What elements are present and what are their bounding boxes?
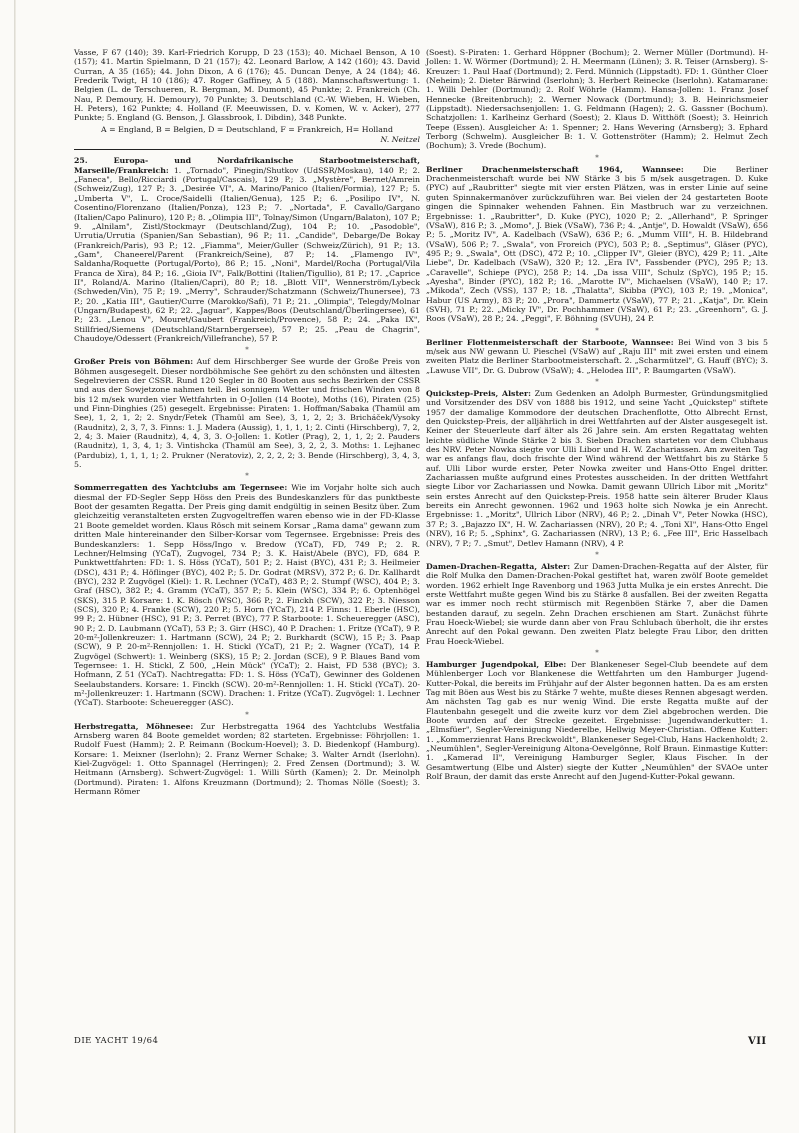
country-legend: A = England, B = Belgien, D = Deutschland, F = Frankreich, H= Holland (101, 124, 393, 134)
article-separator: * (595, 648, 599, 657)
left-column (74, 48, 420, 798)
article-body: Zur Herbstregatta 1964 des Yachtclubs Westfalia Arnsberg waren 84 Boote gemeldet worden; 82 starteten. Ergebnisse: Föhrjollen: 1. Rudolf Fuest (Hamm); 2. P. Reimann (Bockum-Hoevel); 3. D. Biedenkopf (Hamburg). Korsare: 1. Meixner (Iserlohn); 2. Franz Werner Schake; 3. Walter Arndt (Iserlohn). Kiel-Zugvögel: 1. Otto Spannagel (Herringen); 2. Fred Zensen (Dortmund); 3. W. Heitmann (Arnsberg). Schwert-Zugvögel: 1. Willi Sürth (Kamen); 2. Dr. Meinolph (Dortmund). Piraten: 1. Alfons Kreuzmann (Dortmund); 2. Thomas Nölle (Soest); 3. Hermann Römer (74, 721, 420, 797)
article-quickstep (426, 389, 768, 548)
article-heading: Herbstregatta, Möhnesee: (74, 721, 194, 731)
article-separator: * (595, 378, 599, 386)
article-heading: Berliner Drachenmeisterschaft 1964, Wannsee: (426, 164, 684, 174)
article-separator: * (595, 550, 599, 559)
author-signature: N. Neitzel (380, 135, 420, 145)
article-body: Zum Gedenken an Adolph Burmester, Gründungsmitglied und Vorsitzender des DSV von 1888 bis 1912, und seine Yacht „Quickstep" stiftete 1957 der damalige Kommodore der deutschen Drachenflotte, Otto Albrecht Ernst, den Quickstep-Preis, der alljährlich in drei Wettfahrten auf der Alster ausgesegelt ist. Keiner der Steuerleute darf älter als 26 Jahre sein. Am ersten Regattatag wehten leichte südliche Winde Stärke 2 bis 3. Sieben Drachen starteten vor dem Clubhaus des NRV. Peter Nowka siegte vor Ulli Libor und H. W. Zachariassen. Am zweiten Tag war es anfangs flau, doch frischte der Wind während der Wettfahrt bis zu Stärke 5 auf. Ulli Libor wurde erster, Peter Nowka zweiter und Hans-Otto Engel dritter. Zachariassen mußte aufgrund eines Protestes ausscheiden. In der dritten Wettfahrt siegte Libor vor Zachariassen und Nowka. Damit gewann Ullrich Libor mit „Moritz" sein erstes Anrecht auf den Quickstep-Preis. 1958 hatte sein älterer Bruder Klaus bereits ein Anrecht gewonnen. 1962 und 1963 holte sich Nowka je ein Anrecht. Ergebnisse: 1. „Moritz", Ullrich Libor (NRV), 46 P.; 2. „Dinah V", Peter Nowka (HSC), 37 P.; 3. „Bajazzo IX", H. W. Zachariassen (NRV), 20 P.; 4. „Toni XI", Hans-Otto Engel (NRV), 16 P.; 5. „Sphinx", G. Zachariassen (NRV), 13 P.; 6. „Fee III", Eric Hasselbach (NRV), 7 P.; 7. „Smut", Detlev Hamann (NRV), 4 P. (426, 389, 768, 548)
article-heading: Damen-Drachen-Regatta, Alster: (426, 561, 571, 571)
article-europa-starboot (74, 156, 420, 343)
article-berliner-starboote (426, 338, 768, 375)
article-body: Die Berliner Drachenmeisterschaft wurde bei NW Stärke 3 bis 5 m/sek ausgetragen. D. Kuke (PYC) auf „Raubritter" siegte mit vier ersten Plätzen, was in erster Linie auf seine guten Spinnakermanöver zurückzuführen war. Bei vielen der 24 gestarteten Boote gingen die Spinnaker wehenden Fahnen. Ein Mastbruch war zu verzeichnen. Ergebnisse: 1. „Raubritter", D. Kuke (PYC), 1020 P.; 2. „Allerhand", P. Springer (VSaW), 816 P.; 3. „Momo", J. Biek (VSaW), 736 P.; 4. „Antje", D. Howaldt (VSaW), 656 P.; 5. „Moritz IV", A. Kadelbach (VSaW), 636 P.; 6. „Mumm VIII", H. B. Hildebrand (VSaW), 506 P.; 7. „Swala", von Froreich (PYC), 503 P.; 8. „Septimus", Gläser (PYC), 495 P.; 9. „Swala", Ott (DSC), 472 P.; 10. „Clipper IV", Gleier (BYC), 429 P.; 11. „Alte Liebe", Dr. Kadelbach (VSaW), 320 P.; 12. „Era IV", Fassbender (PYC), 295 P.; 13. „Caravelle", Schiepe (PYC), 258 P.; 14. „Da issa VIII", Schulz (SpYC), 195 P.; 15. „Ayesha", Binder (PYC), 182 P.; 16. „Marotte IV", Michaelsen (VSaW), 140 P.; 17. „Mikoda", Zech (VSS), 137 P.; 18. „Thalatta", Skibba (PYC), 103 P.; 19. „Monica", Habur (US Army), 83 P.; 20. „Prora", Dammertz (VSaW), 77 P.; 21. „Katja", Dr. Klein (SVH), 71 P.; 22. „Micky IV", Dr. Pochhammer (VSaW), 61 P.; 23. „Greenhorn", G. J. Roos (VSaW), 28 P.; 24. „Peggi", F. Böhning (SVUH), 24 P. (426, 164, 768, 324)
results-continued: Vasse, F 67 (140); 39. Karl-Friedrich Korupp, D 23 (153); 40. Michael Benson, A 10 (157); 41. Martin Spielmann, D 21 (157); 42. Leonard Barlow, A 142 (160); 43. David Curran, A 35 (165); 44. John Dixon, A 6 (176); 45. Duncan Denye, A 24 (184); 46. Frederik Twigt, H 10 (186); 47. Roger Gaffiney, A 5 (188). Mannschaftswertung: 1. Belgien (L. de Terschueren, R. Bergman, M. Dumont), 45 Punkte; 2. Frankreich (Ch. Nau, P. Demoury, H. Demoury), 70 Punkte; 3. Deutschland (C.-W. Wieben, H. Wieben, H. Peters), 162 Punkte; 4. Holland (F. Meeuwissen, D. v. Komen, W. v. Acker), 277 Punkte; 5. England (G. Benson, J. Glassbrook, I. Dibdin), 348 Punkte. (74, 48, 420, 123)
article-separator: * (245, 346, 249, 355)
article-heading: Sommerregatten des Yachtclubs am Tegernsee: (74, 483, 288, 493)
article-separator: * (245, 472, 249, 481)
article-body: Auf dem Hirschberger See wurde der Große Preis von Böhmen ausgesegelt. Dieser nordböhmische See gehört zu den schönsten und ältesten Segelrevieren der CSSR. Rund 120 Segler in 80 Booten aus sechs Bezirken der CSSR und aus der Sowjetzone nahmen teil. Bei sonnigem Wetter und frischen Winden von 8 bis 12 m/sek wurden vier Wettfahrten in O-Jollen (14 Boote), Moths (16), Piraten (25) und Finn-Dinghies (25) gesegelt. Ergebnisse: Piraten: 1. Hoffman/Sabaka (Thamül am See), 1, 2, 1, 2; 2. Snydr/Fetek (Thamül am See), 3, 1, 2, 2; 3. Bricháček/Vysoky (Raudnitz), 2, 3, 7, 3. Finns: 1. J. Madera (Aussig), 1, 1, 1, 1; 2. Cinti (Hirschberg), 7, 2, 2, 4; 3. Maier (Raudnitz), 4, 4, 3, 3. O-Jollen: 1. Kotler (Prag), 2, 1, 1, 2; 2. Pauders (Raudnitz), 1, 3, 4, 1; 3. Vintishcka (Thamül am See), 3, 2, 2, 3. Moths: 1. Lejhanec (Pardubiz), 1, 1, 1, 1; 2. Prukner (Neratoviz), 2, 2, 2, 2; 3. Bende (Hirschberg), 3, 4, 3, 5. (74, 357, 420, 470)
article-body: 1. „Tornado", Pinegin/Shutkov (UdSSR/Moskau), 140 P.; 2. „Faneca", Bello/Ricciardi (Portugal/Cascais), 129 P.; 3. „Mystère", Bernet/Amrein (Schweiz/Zug), 127 P.; 3. „Desirée VI", A. Marino/Panico (Italien/Formia), 127 P.; 5. „Umberta V", L. Croce/Saidelli (Italien/Genua), 125 P.; 6. „Posilipo IV", N. Cosentino/Florenzano (Italien/Ponza), 123 P.; 7. „Nortada", F. Cavallo/Gargano (Italien/Capo Palinuro), 120 P.; 8. „Olimpia III", Tolnay/Simon (Ungarn/Balaton), 107 P.; 9. „Alnilam", Zistl/Stockmayr (Deutschland/Zug), 104 P.; 10. „Pasodoble", Urrutia/Urrutia (Spanien/San Sebastian), 96 P.; 11. „Candide", Debarge/De Bokay (Frankreich/Paris), 93 P.; 12. „Fiamma", Meier/Guller (Schweiz/Zürich), 91 P.; 13. „Gam", Chaneerel/Parent (Frankreich/Seine), 87 P.; 14. „Flamengo IV", Saldanha/Roquette (Portugal/Porto), 86 P.; 15. „Noni", Mardel/Rocha (Portugal/Vila Franca de Xira), 84 P.; 16. „Gioia IV", Falk/Bottini (Italien/Tigullio), 81 P.; 17. „Caprice II", Roland/A. Marino (Italien/Capri), 80 P.; 18. „Blott VII", Wennerström/Lybeck (Schweden/Vin), 75 P.; 19. „Merry", Schrauder/Schatzmann (Schweiz/Thunersee), 73 P.; 20. „Katia III", Gautier/Curre (Marokko/Safi), 71 P.; 21. „Olimpia", Telegdy/Molnar (Ungarn/Budapest), 62 P.; 22. „Jaguar", Kappes/Boos (Deutschland/Überlingersee), 61 P.; 23. „Lenou V", Mouret/Gaubert (Frankreich/Provence), 58 P.; 24. „Paka IX", Stillfried/Siemens (Deutschland/Starnbergersee), 57 P.; 25. „Peau de Chagrin", Chaudoye/Odessert (Frankreich/Villefranche), 57 P. (74, 165, 420, 343)
moehnesee-continued: (Soest). S-Piraten: 1. Gerhard Höppner (Bochum); 2. Werner Müller (Dortmund). H-Jollen: 1. W. Wörmer (Dortmund); 2. H. Meermann (Lünen); 3. R. Teiser (Arnsberg). S-Kreuzer: 1. Paul Haaf (Dortmund); 2. Ferd. Münnich (Lippstadt). FD: 1. Günther Cloer (Neheim); 2. Dieter Bärwind (Iserlohn); 3. Herbert Reinecke (Iserlohn). Katamarane: 1. Willi Dehler (Dortmund); 2. Rolf Wöhrle (Hamm). Hansa-Jollen: 1. Franz Josef Hennecke (Breitenbruch); 2. Werner Nowack (Dortmund); 3. B. Heinrichsmeier (Lippstadt). Niedersachsenjollen: 1. G. Feldmann (Hagen); 2. G. Gassner (Bochum). Schatzjollen: 1. Karlheinz Gerhard (Soest); 2. Klaus D. Witthöft (Soest); 3. Heinrich Teepe (Essen). Ausgleicher A: 1. Spenner; 2. Hans Wevering (Arnsberg); 3. Ephard Terborg (Schwelm). Ausgleicher B: 1. V. Gottenströter (Hamm); 2. Helmut Zech (Bochum); 3. Vrede (Bochum). (426, 48, 768, 151)
article-heading: Quickstep-Preis, Alster: (426, 389, 531, 398)
section-rule (74, 149, 420, 150)
article-berliner-drachen (426, 165, 768, 324)
article-separator: * (595, 153, 599, 162)
article-damen-drachen (426, 562, 768, 646)
article-body: Der Blankeneser Segel-Club beendete auf dem Mühlenberger Loch vor Blankenese die Wettfahrten um den Hamburger Jugend-Kutter-Pokal, die bereits im Frühjahr auf der Alster begonnen hatten. Da es am ersten Tag mit Böen aus West bis zu Stärke 7 wehte, mußte dieses Rennen abgesagt werden. Am nächsten Tag gab es nur wenig Wind. Die erste Regatta mußte auf der Flautenbahn gesegelt und die zweite kurz vor dem Ziel abgebrochen werden. Die Boote wurden auf der Strecke gezeitet. Ergebnisse: Jugendwanderkutter: 1. „Elmsfüer", Segler-Vereinigung Niederelbe, Hellwig Meyer-Christian. Offene Kutter: 1. „Kommerzienrat Hans Breckwoldt", Blankeneser Segel-Club, Hans Hackenholdt; 2. „Neumühlen", Segler-Vereinigung Altona-Oevelgönne, Rolf Braun. Einmastige Kutter: 1. „Kamerad II", Vereinigung Hamburger Segler, Klaus Fischer. In der Gesamtwertung (Elbe und Alster) siegte der Kutter „Neumühlen" der SVAOe unter Rolf Braun, der damit das erste Anrecht auf den Jugend-Kutter-Pokal gewann. (426, 659, 769, 782)
article-tegernsee (74, 483, 420, 707)
article-heading: Berliner Flottenmeisterschaft der Starboote, Wannsee: (426, 337, 674, 347)
article-heading: Hamburger Jugendpokal, Elbe: (426, 659, 567, 669)
article-preis-boehmen (74, 357, 420, 469)
page-binding-edge (14, 0, 16, 1133)
page-number: VII (748, 1036, 767, 1047)
article-jugendpokal (426, 660, 768, 781)
article-separator: * (595, 326, 599, 335)
article-body: Zur Damen-Drachen-Regatta auf der Alster, für die Rolf Mulka den Damen-Drachen-Pokal gestiftet hat, waren zwölf Boote gemeldet worden. 1962 erhielt Inge Ravenborg und 1963 Jutta Mulka je ein erstes Anrecht. Die erste Wettfahrt mußte gegen Wind bis zu Stärke 8 ausfallen. Bei der zweiten Regatta war es immer noch recht stürmisch mit Regenböen Stärke 7, aber die Damen bestanden darauf, zu segeln. Zehn Drachen erschienen am Start. Zunächst führte Frau Hoeck-Wiebel; sie wurde dann aber von Frau Schlubach überholt, die ihr erstes Anrecht auf den Pokal gewann. Den zweiten Platz belegte Frau Libor, den dritten Frau Hoeck-Wiebel. (426, 561, 768, 646)
magazine-footer: DIE YACHT 19/64 (74, 1036, 159, 1046)
article-body: Wie im Vorjahr holte sich auch diesmal der FD-Segler Sepp Höss den Preis des Bundeskanzlers für das punktbeste Boot der gesamten Regatta. Der Preis ging damit endgültig in seinen Besitz über. Zum gleichzeitig veranstalteten ersten Zugvogeltreffen waren ebenso wie in der FD-Klasse 21 Boote gemeldet worden. Klaus Rösch mit seinem Korsar „Rama dama" gewann zum dritten Male hintereinander den Silber-Korsar vom Tegernsee. Ergebnisse: Preis des Bundeskanzlers: 1. Sepp Höss/Ingo v. Bredow (YCaT), FD, 749 P.; 2. R. Lechner/Helmsing (YCaT), Zugvogel, 734 P.; 3. K. Haist/Abele (BYC), FD, 684 P. Punktwettfahrten: FD: 1. S. Höss (YCaT), 501 P.; 2. Haist (BYC), 431 P.; 3. Heilmeier (DSC), 431 P.; 4. Höflinger (BYC), 402 P.; 5. Dr. Godrat (MRSV), 372 P.; 6. Dr. Kallhardt (BYC), 232 P. Zugvögel (Kiel): 1. R. Lechner (YCaT), 483 P.; 2. Stumpf (WSC), 404 P.; 3. Graf (HSC), 382 P.; 4. Gramm (YCaT), 357 P.; 5. Klein (WSC), 334 P.; 6. Optenhögel (SKS), 315 P. Korsare: 1. K. Rösch (WSC), 366 P.; 2. Finckh (SCW), 322 P.; 3. Niesson (SCS), 320 P.; 4. Franke (SCW), 220 P.; 5. Horn (YCaT), 214 P. Finns: 1. Eberle (HSC), 99 P.; 2. Hübner (HSC), 91 P.; 3. Perret (BYC), 77 P. Starboote: 1. Scheueregger (ASC), 90 P.; 2. D. Laubmann (YCaT), 53 P.; 3. Girr (HSC), 40 P. Drachen: 1. Fritze (YCaT), 9 P. 20-m²-Jollenkreuzer: 1. Hartmann (SCW), 24 P.; 2. Burkhardt (SCW), 15 P.; 3. Paap (SCW), 9 P. 20-m²-Rennjollen: 1. H. Stickl (YCaT), 21 P.; 2. Wagner (YCaT), 14 P. Zugvögel (Schwert): 1. Weinberg (SKS), 15 P.; 2. Jordan (SCE), 9 P. Blaues Band vom Tegernsee: 1. H. Stickl, Z 500, „Hein Mück" (YCaT); 2. Haist, FD 538 (BYC); 3. Hofmann, Z 51 (YCaT). Nachtregatta: FD: 1. S. Höss (YCaT), Gewinner des Goldenen Seelaubstanders. Korsare: 1. Finckh (SCW). 20-m²-Rennjollen: 1. H. Stickl (YCaT). 20-m²-Jollenkreuzer: 1. Hartmann (SCW). Drachen: 1. Fritze (YCaT). Zugvögel: 1. Lechner (YCaT). Starboote: Scheueregger (ASC). (74, 483, 421, 708)
article-heading: 25. Europa- und Nordafrikanische Starbootmeisterschaft, Marseille/Frankreich: (74, 156, 420, 175)
article-moehnesee (74, 722, 420, 797)
article-separator: * (245, 710, 249, 719)
article-body: Bei Wind von 3 bis 5 m/sek aus NW gewann U. Pieschel (VSaW) auf „Raju III" mit zwei ersten und einem zweiten Platz die Berliner Starbootmeisterschaft. 2. „Scharmützel", G. Hauff (BYC); 3. „Lawuse VII", Dr. G. Dubrow (VSaW); 4. „Helodea III", P. Baumgarten (VSaW). (426, 337, 768, 375)
right-column (426, 48, 768, 783)
article-heading: Großer Preis von Böhmen: (74, 357, 194, 367)
